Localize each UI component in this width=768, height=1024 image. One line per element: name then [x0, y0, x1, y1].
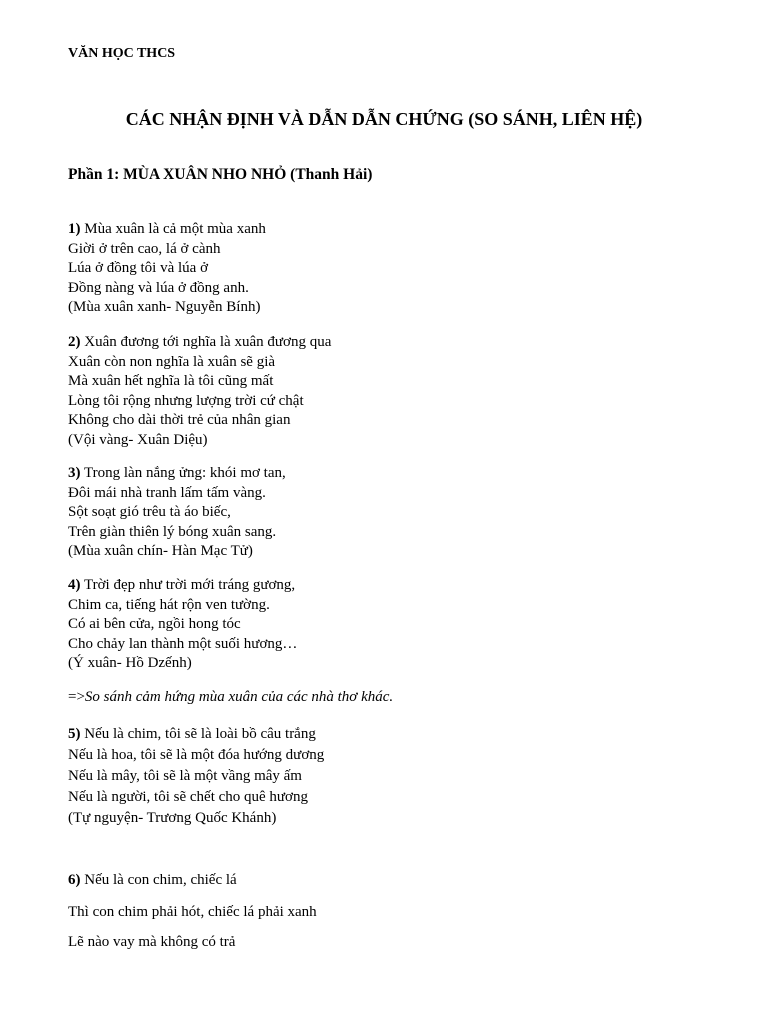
- poem-source: (Ý xuân- Hồ Dzếnh): [68, 655, 192, 671]
- poem-line: Trên giàn thiên lý bóng xuân sang.: [68, 523, 277, 540]
- poem-block-3: [68, 464, 286, 562]
- item-number: 2): [68, 334, 81, 350]
- poem-line: 5) Nếu là chim, tôi sẽ là loài bồ câu trắng: [68, 726, 316, 742]
- poem-line-6b: Thì con chim phải hót, chiếc lá phải xanh: [68, 904, 317, 920]
- poem-line: 2) Xuân đương tới nghĩa là xuân đương qua: [68, 334, 332, 350]
- item-number: 3): [68, 465, 81, 481]
- poem-line: Không cho dài thời trẻ của nhân gian: [68, 412, 291, 428]
- poem-block-4: [68, 576, 297, 674]
- poem-source: (Mùa xuân xanh- Nguyễn Bính): [68, 299, 261, 315]
- poem-source: (Mùa xuân chín- Hàn Mạc Tử): [68, 543, 253, 559]
- poem-line: 4) Trời đẹp như trời mới tráng gương,: [68, 577, 296, 593]
- poem-line-6a: 6) Nếu là con chim, chiếc lá: [68, 872, 237, 888]
- poem-line: Cho chảy lan thành một suối hương…: [68, 635, 298, 652]
- poem-line: Đồng nàng và lúa ở đồng anh.: [68, 279, 249, 296]
- item-number: 5): [68, 726, 81, 742]
- poem-line: Lúa ở đồng tôi và lúa ở: [68, 260, 209, 276]
- item-number: 1): [68, 221, 81, 237]
- comparison-note: [68, 689, 393, 706]
- poem-line: Nếu là hoa, tôi sẽ là một đóa hướng dương: [68, 747, 325, 763]
- poem-line: 1) Mùa xuân là cả một mùa xanh: [68, 221, 266, 237]
- arrow-mark: =>: [68, 689, 85, 705]
- poem-line: Chim ca, tiếng hát rộn ven tường.: [68, 596, 270, 613]
- item-number: 6): [68, 872, 81, 888]
- poem-source: (Vội vàng- Xuân Diệu): [68, 431, 208, 448]
- poem-line: Xuân còn non nghĩa là xuân sẽ già: [68, 353, 276, 370]
- poem-line: Có ai bên cửa, ngồi hong tóc: [68, 616, 241, 632]
- poem-line: Nếu là người, tôi sẽ chết cho quê hương: [68, 789, 308, 805]
- poem-line: Lòng tôi rộng nhưng lượng trời cứ chật: [68, 392, 304, 409]
- poem-line: Giời ở trên cao, lá ở cành: [68, 240, 221, 257]
- poem-block-5: [68, 724, 324, 829]
- note-text: So sánh cảm hứng mùa xuân của các nhà thơ khác.: [84, 689, 394, 705]
- poem-line: Sột soạt gió trêu tà áo biếc,: [68, 504, 231, 520]
- poem-line: 3) Trong làn nắng ửng: khói mơ tan,: [68, 465, 286, 481]
- poem-line: Mà xuân hết nghĩa là tôi cũng mất: [68, 373, 274, 389]
- item-number: 4): [68, 577, 81, 593]
- poem-line: Đôi mái nhà tranh lấm tấm vàng.: [68, 484, 266, 501]
- poem-source: (Tự nguyện- Trương Quốc Khánh): [68, 810, 277, 826]
- poem-block-1: [68, 220, 266, 318]
- poem-line-6c: Lẽ nào vay mà không có trả: [68, 934, 236, 950]
- part-heading: Phần 1: MÙA XUÂN NHO NHỎ (Thanh Hải): [68, 166, 373, 183]
- poem-line: Nếu là mây, tôi sẽ là một vầng mây ấm: [68, 768, 302, 784]
- poem-block-2: [68, 333, 331, 450]
- document-header: VĂN HỌC THCS: [68, 46, 176, 61]
- document-title: CÁC NHẬN ĐỊNH VÀ DẪN DẪN CHỨNG (SO SÁNH, LIÊN HỆ): [125, 109, 643, 129]
